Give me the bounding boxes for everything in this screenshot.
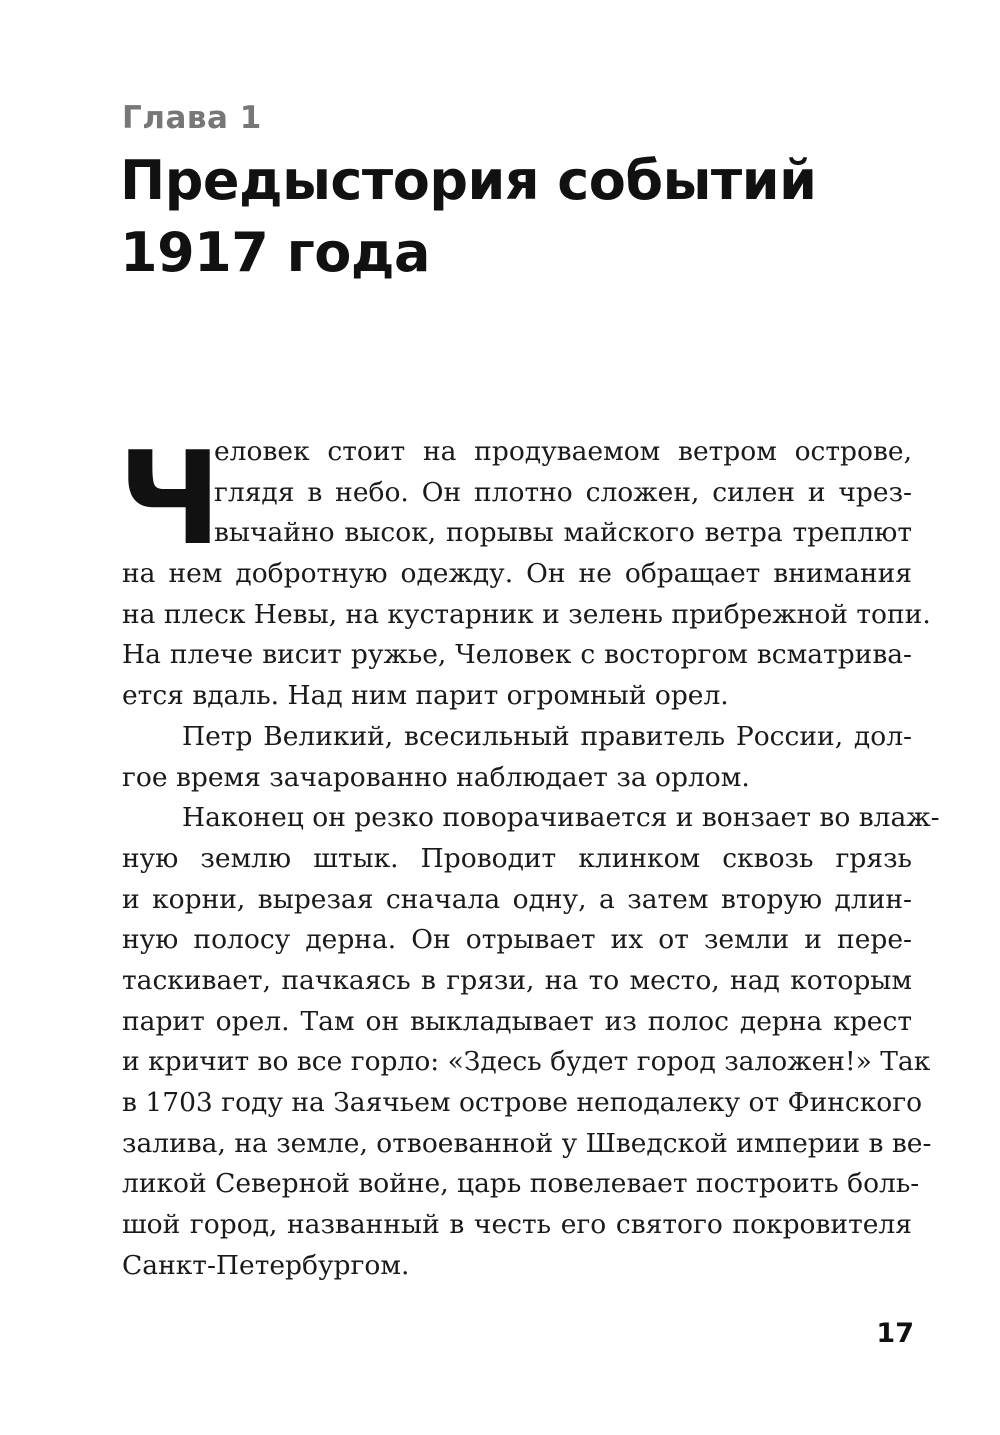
text-line: глядя в небо. Он плотно сложен, силен и чрез- [214,476,912,508]
text-line: на нем добротную одежду. Он не обращает внимания [122,558,912,590]
chapter-title [120,145,940,289]
text-line: Санкт-Петербургом. [122,1249,410,1281]
text-line: Петр Великий, всесильный правитель России, дол- [182,720,912,752]
text-line: гое время зачарованно наблюдает за орлом. [122,761,750,793]
text-line: и кричит во все горло: «Здесь будет город заложен!» Так [122,1046,931,1078]
text-line: в 1703 году на Заячьем острове неподалеку от Финского [122,1087,923,1118]
text-line: залива, на земле, отвоеванной у Шведской империи в ве- [122,1127,932,1159]
text-line: еловек стоит на продуваемом ветром острове, [214,436,912,467]
text-line: вычайно высок, порывы майского ветра треплют [214,517,912,549]
text-line: ную землю штык. Проводит клинком сквозь грязь [122,842,912,874]
text-line: шой город, названный в честь его святого покровителя [122,1209,912,1241]
text-line: Наконец он резко поворачивается и вонзает во влаж- [182,802,940,834]
body-text [118,425,940,1286]
page-number: 17 [876,1318,914,1349]
text-line: таскивает, пачкаясь в грязи, на то место, над которым [122,964,912,996]
chapter-title-line: 1917 года [120,221,430,284]
text-line: На плече висит ружье, Человек с восторгом всматрива- [122,639,912,671]
text-line: на плеск Невы, на кустарник и зелень прибрежной топи. [122,598,931,630]
text-line: и корни, вырезая сначала одну, а затем вторую длин- [122,883,912,915]
text-line: парит орел. Там он выкладывает из полос дерна крест [122,1005,912,1037]
text-line: ликой Северной войне, царь повелевает построить боль- [122,1168,920,1200]
text-line: ную полосу дерна. Он отрывает их от земли и пере- [122,924,912,956]
chapter-label: Глава 1 [122,100,262,136]
text-line: ется вдаль. Над ним парит огромный орел. [122,680,729,712]
chapter-title-line: Предыстория событий [120,149,817,212]
drop-cap: Ч [118,425,222,574]
